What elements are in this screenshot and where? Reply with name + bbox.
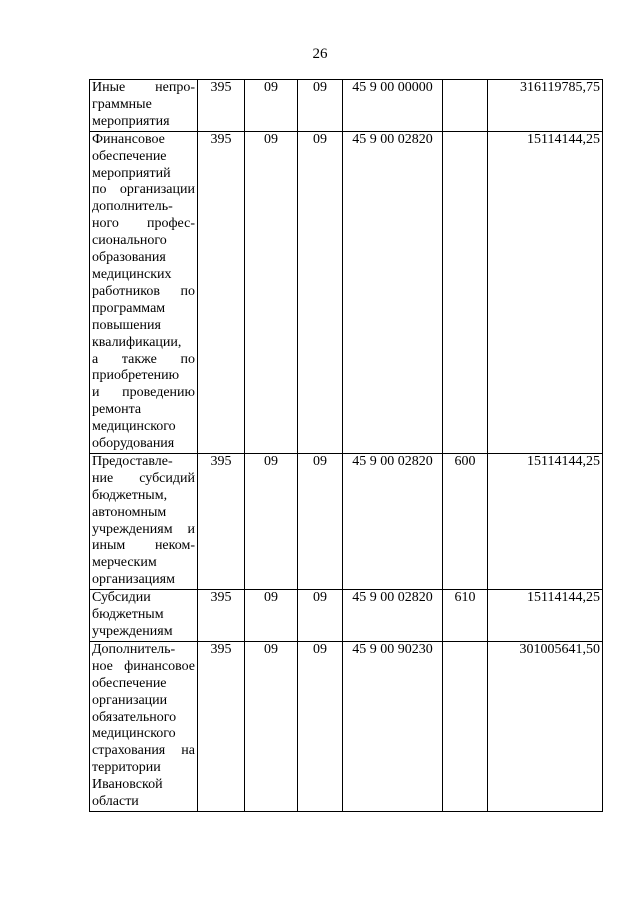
name-line: области (92, 794, 139, 810)
cell-pr: 09 (298, 80, 343, 132)
cell-rz: 09 (245, 641, 298, 811)
name-line: дополнитель- (92, 199, 173, 215)
cell-rz: 09 (245, 80, 298, 132)
table-row (90, 641, 603, 811)
cell-rz: 09 (245, 131, 298, 453)
name-line: обеспечение (92, 148, 167, 164)
name-line: Дополнитель- (92, 641, 176, 657)
cell-csr: 45 9 00 02820 (343, 453, 443, 589)
cell-vr: 600 (443, 453, 488, 589)
cell-vr (443, 80, 488, 132)
name-line: Финансовое (92, 131, 165, 147)
name-line (92, 471, 195, 488)
name-word: и (92, 385, 100, 401)
name-line: сионального (92, 233, 167, 249)
cell-gr: 395 (198, 80, 245, 132)
name-word: учреждениям (92, 521, 173, 537)
name-line (92, 182, 195, 199)
name-word: ние (92, 470, 114, 486)
name-line: мероприятий (92, 165, 171, 181)
name-line: бюджетным (92, 607, 164, 623)
cell-csr: 45 9 00 00000 (343, 80, 443, 132)
name-word: субсидий (139, 470, 195, 486)
cell-pr: 09 (298, 453, 343, 589)
cell-gr: 395 (198, 453, 245, 589)
name-line: мероприятия (92, 113, 170, 129)
name-word: ное (92, 658, 113, 674)
cell-pr: 09 (298, 590, 343, 642)
cell-rz: 09 (245, 590, 298, 642)
name-line: бюджетным, (92, 487, 168, 503)
table-row (90, 590, 603, 642)
table-row (90, 80, 603, 132)
name-word: по (180, 283, 195, 299)
cell-amount: 301005641,50 (488, 641, 603, 811)
name-word: а (92, 351, 99, 367)
name-line: программам (92, 300, 166, 316)
name-line: квалификации, (92, 334, 182, 350)
name-word: и (187, 521, 195, 537)
cell-gr: 395 (198, 590, 245, 642)
name-line: учреждениям (92, 624, 173, 639)
name-line: мерческим (92, 555, 157, 571)
name-line (92, 538, 195, 555)
cell-pr: 09 (298, 131, 343, 453)
name-line: территории (92, 760, 161, 776)
name-line: ремонта (92, 402, 142, 418)
cell-amount: 15114144,25 (488, 131, 603, 453)
name-line (92, 216, 195, 233)
name-line (92, 80, 195, 97)
name-line: обеспечение (92, 675, 167, 691)
cell-csr: 45 9 00 02820 (343, 590, 443, 642)
cell-vr (443, 131, 488, 453)
cell-rz: 09 (245, 453, 298, 589)
name-word: организации (119, 182, 195, 198)
name-line: организации (92, 692, 168, 708)
cell-csr: 45 9 00 02820 (343, 131, 443, 453)
name-line: медицинского (92, 726, 176, 742)
name-line: образования (92, 250, 166, 266)
name-word: по (92, 182, 107, 198)
name-line (92, 284, 195, 301)
name-line: автономным (92, 504, 167, 520)
name-line: Субсидии (92, 590, 151, 606)
name-word: ного (92, 216, 119, 232)
cell-name (90, 131, 198, 453)
name-line: Ивановской (92, 777, 163, 793)
name-word: на (181, 743, 195, 759)
name-word: непро- (155, 80, 195, 95)
cell-pr: 09 (298, 641, 343, 811)
cell-gr: 395 (198, 641, 245, 811)
name-line (92, 385, 195, 402)
name-word: также (121, 351, 157, 367)
cell-amount: 316119785,75 (488, 80, 603, 132)
name-line: граммные (92, 96, 152, 112)
name-word: работников (92, 283, 160, 299)
name-word: неком- (154, 538, 195, 554)
name-line: организациям (92, 572, 175, 588)
cell-name (90, 453, 198, 589)
cell-name (90, 590, 198, 642)
name-line: приобретению (92, 368, 180, 384)
name-line: Предоставле- (92, 453, 173, 469)
cell-name (90, 641, 198, 811)
name-line: медицинских (92, 266, 172, 282)
page-number: 26 (312, 46, 328, 62)
name-line: повышения (92, 317, 161, 333)
table-row (90, 453, 603, 589)
cell-name (90, 80, 198, 132)
name-line (92, 522, 195, 539)
cell-gr: 395 (198, 131, 245, 453)
name-word: проведению (122, 385, 195, 401)
cell-vr (443, 641, 488, 811)
name-line (92, 743, 195, 760)
name-line: обязательного (92, 709, 177, 725)
name-word: страхования (92, 743, 166, 759)
cell-vr: 610 (443, 590, 488, 642)
cell-amount: 15114144,25 (488, 453, 603, 589)
name-word: финансовое (124, 658, 195, 674)
name-word: Иные (92, 80, 126, 95)
cell-csr: 45 9 00 90230 (343, 641, 443, 811)
cell-amount: 15114144,25 (488, 590, 603, 642)
name-line: оборудования (92, 436, 175, 452)
name-word: по (180, 351, 195, 367)
name-line: медицинского (92, 419, 176, 435)
table-row (90, 131, 603, 453)
name-line (92, 352, 195, 369)
budget-table (89, 79, 603, 812)
name-word: иным (92, 538, 126, 554)
name-line (92, 659, 195, 676)
name-word: профес- (146, 216, 195, 232)
